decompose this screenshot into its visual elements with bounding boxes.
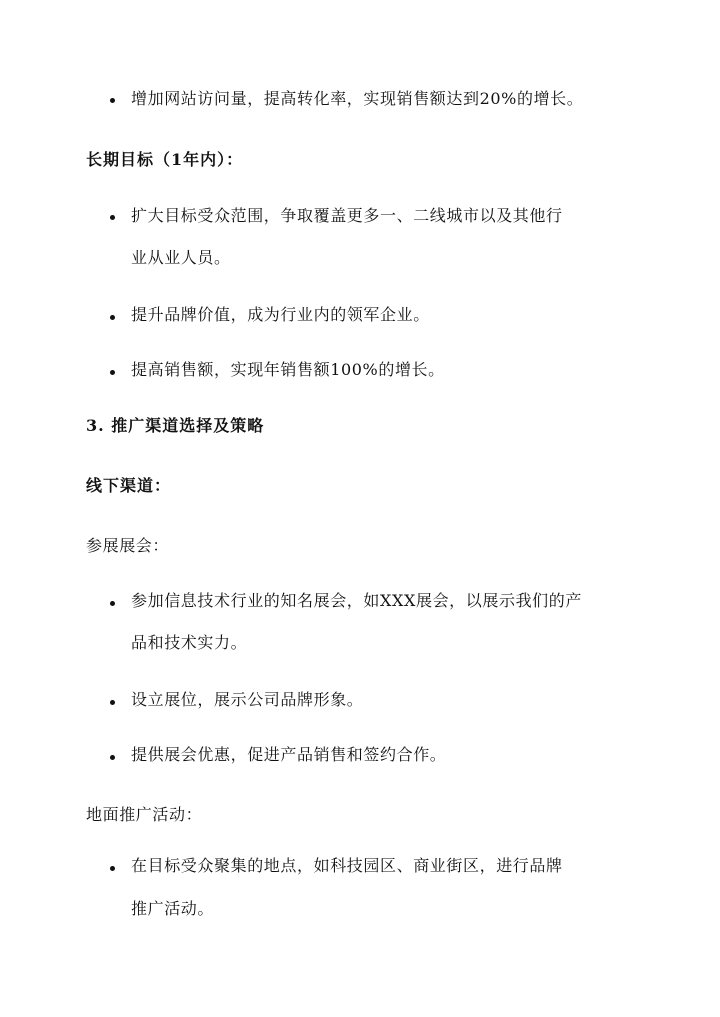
bullet-dot — [110, 215, 115, 220]
bullet-text-attend-exhibitions-cont: 品和技术实力。 — [131, 633, 248, 652]
bullet-dot — [110, 755, 115, 760]
long-term-goal-heading: 长期目标（1年内）： — [86, 150, 244, 169]
offline-channels-heading: 线下渠道： — [86, 476, 172, 495]
bullet-dot — [110, 700, 115, 705]
bullet-text-ground-activities-cont: 推广活动。 — [131, 899, 215, 918]
bullet-dot — [110, 601, 115, 606]
bullet-text-ground-activities: 在目标受众聚集的地点，如科技园区、商业街区，进行品牌 — [131, 856, 563, 875]
bullet-text-sales-growth: 提高销售额，实现年销售额100%的增长。 — [131, 360, 445, 379]
bullet-dot — [110, 315, 115, 320]
bullet-text-brand-value: 提升品牌价值，成为行业内的领军企业。 — [131, 305, 430, 324]
bullet-dot — [110, 370, 115, 375]
bullet-text-exhibition-offers: 提供展会优惠，促进产品销售和签约合作。 — [131, 745, 447, 764]
bullet-dot — [110, 98, 115, 103]
bullet-text-expand-audience-cont: 业从业人员。 — [131, 248, 231, 267]
bullet-text-expand-audience: 扩大目标受众范围，争取覆盖更多一、二线城市以及其他行 — [131, 206, 563, 225]
section-3-heading: 3. 推广渠道选择及策略 — [86, 416, 265, 435]
ground-promotion-heading: 地面推广活动： — [86, 805, 203, 824]
bullet-text-attend-exhibitions: 参加信息技术行业的知名展会，如XXX展会，以展示我们的产 — [131, 591, 582, 610]
bullet-dot — [110, 866, 115, 871]
bullet-text-traffic-goal: 增加网站访问量，提高转化率，实现销售额达到20%的增长。 — [131, 89, 584, 108]
bullet-text-booth: 设立展位，展示公司品牌形象。 — [131, 690, 364, 709]
exhibition-heading: 参展展会： — [86, 536, 170, 555]
